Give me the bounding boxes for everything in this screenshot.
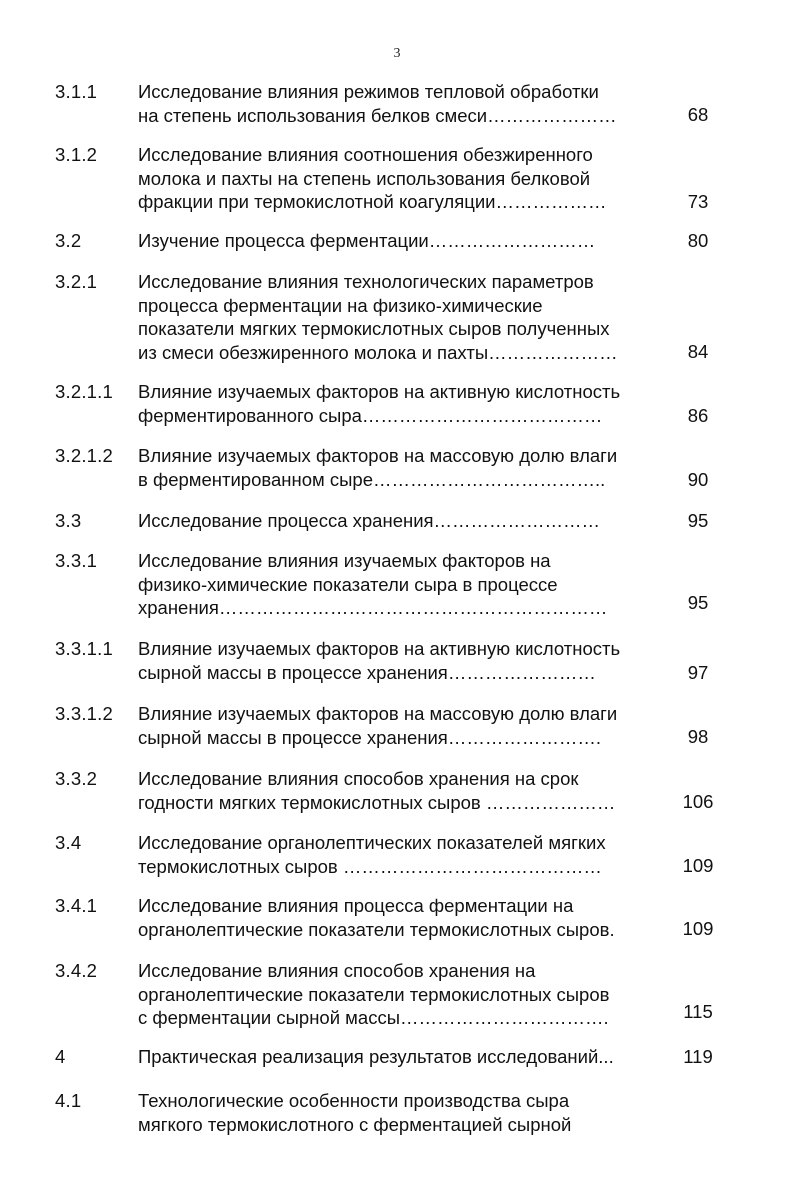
toc-entry-page: 84 [687, 341, 709, 362]
toc-entry-number: 4.1 [55, 1090, 82, 1111]
toc-entry-title [138, 549, 668, 620]
toc-entry-line: Изучение процесса ферментации……………………… [138, 230, 596, 251]
toc-entry-page: 97 [687, 662, 709, 683]
toc-entry-line: Исследование влияния процесса ферментации на [138, 895, 574, 916]
toc-entry-page: 80 [687, 230, 709, 251]
toc-entry-line: показатели мягких термокислотных сыров полученных [138, 318, 610, 339]
toc-entry-page: 68 [687, 104, 709, 125]
toc-entry-line: физико-химические показатели сыра в процессе [138, 573, 558, 595]
toc-entry-page: 109 [682, 855, 714, 876]
toc-entry-title [138, 1089, 668, 1136]
toc-entry-line: Исследование процесса хранения……………………… [138, 510, 601, 531]
toc-entry-line: ферментированного сыра………………………………… [138, 404, 603, 426]
toc-entry-line: хранения……………………………………………………… [138, 597, 608, 618]
toc-entry-number: 4 [55, 1046, 66, 1067]
toc-entry-title [138, 894, 668, 941]
toc-entry-line: с ферментации сырной массы……………………………. [138, 1007, 609, 1028]
toc-entry-line: на степень использования белков смеси………………… [138, 104, 617, 126]
toc-entry-number: 3.3.1.2 [55, 703, 113, 724]
toc-entry-page: 95 [687, 510, 709, 531]
toc-entry-title [138, 702, 668, 749]
toc-entry-line: Исследование органолептических показателей мягких [138, 832, 606, 853]
toc-entry-title [138, 959, 668, 1030]
toc-entry-line: термокислотных сыров …………………………………… [138, 855, 602, 877]
toc-entry-line: годности мягких термокислотных сыров ………………… [138, 791, 616, 813]
page-number: 3 [393, 46, 401, 61]
toc-entry-page: 98 [687, 726, 709, 747]
toc-entry-page: 86 [687, 405, 709, 426]
toc-entry-line: Исследование влияния способов хранения на срок [138, 768, 579, 789]
toc-entry-title [138, 270, 668, 364]
toc-entry-title [138, 229, 668, 253]
toc-entry-page: 95 [687, 592, 709, 613]
toc-entry-line: сырной массы в процессе хранения…………………… [138, 661, 596, 683]
toc-entry-line: Технологические особенности производства сыра [138, 1090, 570, 1111]
toc-entry-line: процесса ферментации на физико-химические [138, 294, 543, 316]
toc-entry-title [138, 380, 668, 427]
toc-entry-number: 3.2.1.2 [55, 445, 113, 466]
toc-entry-title [138, 1045, 668, 1069]
toc-entry-number: 3.3.1 [55, 550, 98, 571]
toc-entry-number: 3.4 [55, 832, 82, 853]
toc-entry-line: фракции при термокислотной коагуляции……………… [138, 191, 607, 212]
toc-entry-line: мягкого термокислотного с ферментацией сырной [138, 1113, 572, 1135]
toc-entry-line: Исследование влияния соотношения обезжиренного [138, 144, 593, 165]
toc-entry-number: 3.2 [55, 230, 82, 251]
toc-entry-title [138, 444, 668, 491]
toc-entry-line: из смеси обезжиренного молока и пахты………………… [138, 341, 618, 363]
toc-entry-line: молока и пахты на степень использования белковой [138, 167, 591, 189]
toc-entry-page: 119 [683, 1046, 713, 1067]
toc-entry-page: 73 [687, 191, 709, 212]
toc-entry-title [138, 509, 668, 533]
toc-entry-number: 3.2.1 [55, 271, 98, 292]
toc-entry-number: 3.4.1 [55, 895, 98, 916]
toc-entry-line: органолептические показатели термокислотных сыров. [138, 918, 615, 940]
toc-entry-line: Исследование влияния изучаемых факторов на [138, 550, 551, 571]
toc-entry-page: 109 [682, 918, 714, 939]
toc-entry-title [138, 637, 668, 684]
toc-entry-title [138, 143, 668, 214]
toc-entry-page: 115 [683, 1001, 713, 1022]
toc-entry-line: Влияние изучаемых факторов на массовую долю влаги [138, 703, 618, 724]
toc-entry-number: 3.1.2 [55, 144, 98, 165]
toc-entry-line: Исследование влияния технологических параметров [138, 271, 594, 292]
toc-entry-line: сырной массы в процессе хранения……………………. [138, 726, 601, 748]
toc-entry-number: 3.1.1 [55, 81, 98, 102]
toc-entry-line: Исследование влияния способов хранения на [138, 960, 536, 981]
toc-entry-number: 3.3.2 [55, 768, 98, 789]
toc-entry-line: Влияние изучаемых факторов на активную кислотность [138, 638, 621, 659]
toc-entry-number: 3.4.2 [55, 960, 98, 981]
toc-entry-line: Исследование влияния режимов тепловой обработки [138, 81, 599, 102]
toc-entry-title [138, 831, 668, 878]
toc-entry-line: органолептические показатели термокислотных сыров [138, 983, 610, 1005]
toc-entry-number: 3.3.1.1 [55, 638, 113, 659]
toc-entry-line: в ферментированном сыре……………………………….. [138, 468, 606, 490]
toc-entry-line: Влияние изучаемых факторов на активную кислотность [138, 381, 621, 402]
toc-entry-line: Влияние изучаемых факторов на массовую долю влаги [138, 445, 618, 466]
toc-entry-number: 3.2.1.1 [55, 381, 113, 402]
toc-entry-page: 90 [687, 469, 709, 490]
toc-entry-title [138, 80, 668, 127]
toc-entry-number: 3.3 [55, 510, 82, 531]
toc-entry-title [138, 767, 668, 814]
toc-entry-line: Практическая реализация результатов исследований... [138, 1046, 614, 1067]
toc-entry-page: 106 [682, 791, 714, 812]
